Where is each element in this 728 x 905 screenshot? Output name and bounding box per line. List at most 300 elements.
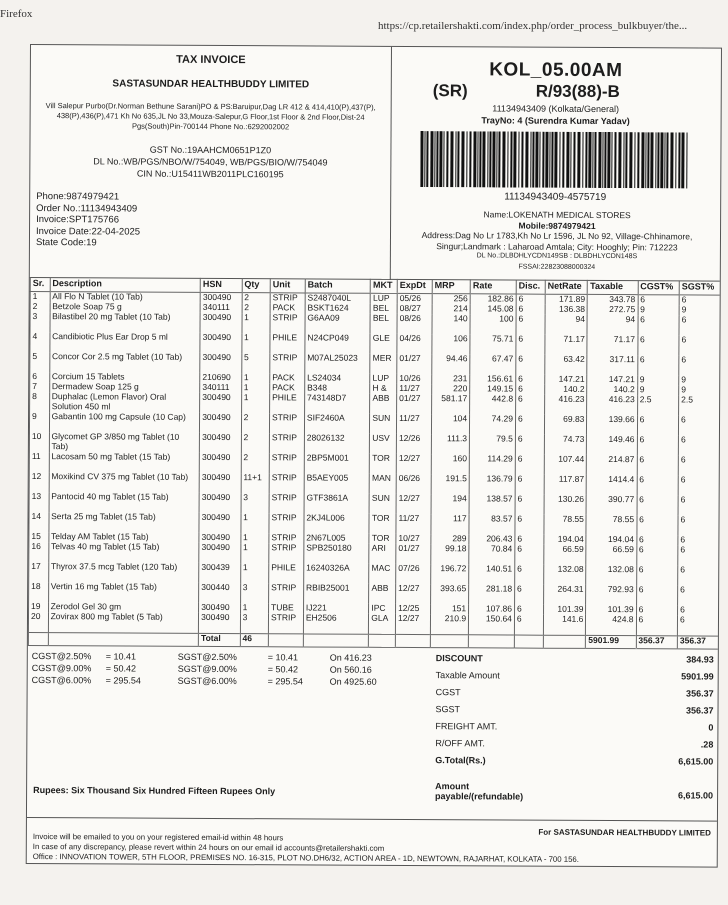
table-cell: 01/27 [397, 394, 432, 414]
table-cell: 6 [516, 355, 545, 375]
table-cell: 6 [678, 545, 719, 565]
table-cell: Gabantin 100 mg Capsule (10 Cap) [49, 412, 200, 433]
table-cell: 99.18 [431, 544, 469, 564]
table-cell: 1 [241, 393, 269, 413]
table-cell: 6 [678, 535, 719, 545]
table-cell: 6 [515, 395, 544, 415]
dispatch-block [390, 47, 721, 282]
table-cell: 210.9 [430, 614, 468, 635]
table-cell: N24CP049 [305, 333, 371, 353]
table-cell: 300440 [199, 583, 241, 603]
table-cell: 300490 [200, 433, 242, 453]
table-cell: 11/27 [397, 384, 432, 394]
tax-sgst-amt: = 295.54 [267, 676, 303, 687]
table-cell: Zovirax 800 mg Tablet (5 Tab) [48, 612, 199, 633]
table-cell: Telvas 40 mg Tablet (15 Tab) [48, 542, 199, 563]
column-header: NetRate [545, 280, 588, 295]
items-table [28, 277, 720, 650]
summary-value: 356.37 [685, 705, 714, 716]
seller-block [30, 45, 392, 280]
table-cell: 19 [29, 602, 49, 612]
summary-value: 384.93 [686, 654, 714, 665]
table-cell: ARI [369, 544, 396, 564]
dl-number: DL No.:WB/PGS/NBO/W/754049, WB/PGS/BIO/W/754049 [93, 156, 328, 168]
table-cell: 12/27 [395, 614, 430, 635]
table-cell: SPB250180 [304, 543, 370, 563]
table-cell: 6 [679, 355, 720, 375]
table-cell: ABB [369, 584, 396, 604]
table-cell: 6 [637, 475, 679, 495]
table-cell: 1 [240, 563, 268, 583]
table-cell: 79.5 [469, 434, 515, 454]
total-cell [268, 634, 303, 647]
table-cell: 1 [242, 313, 270, 333]
table-cell: 6 [636, 565, 678, 585]
table-cell: Lacosam 50 mg Tablet (15 Tab) [49, 452, 200, 473]
table-cell: 9 [679, 305, 720, 315]
table-cell: 140 [432, 314, 470, 334]
table-cell: STRIP [269, 583, 304, 603]
table-cell: 11/27 [396, 514, 431, 534]
column-header: SGST% [679, 280, 720, 295]
table-cell: STRIP [269, 413, 304, 433]
table-cell: 196.72 [431, 564, 469, 584]
table-cell: 6 [514, 605, 543, 615]
table-cell: 20 [28, 612, 48, 633]
table-cell: 66.59 [586, 545, 636, 565]
table-cell: 104 [431, 414, 469, 434]
table-cell: TOR [369, 534, 396, 544]
table-cell: EH2506 [303, 613, 369, 634]
table-cell: 6 [636, 585, 678, 605]
table-cell: 1 [240, 603, 268, 613]
table-cell: 9 [679, 375, 720, 385]
table-cell: 01/27 [397, 354, 432, 374]
table-cell: 6 [679, 335, 720, 355]
table-cell: All Flo N Tablet (10 Tab) [50, 292, 201, 303]
table-cell: 214 [432, 304, 470, 314]
tax-cgst: CGST@2.50% [31, 651, 92, 662]
table-cell: 442.8 [470, 394, 516, 414]
table-cell: 6 [638, 315, 680, 335]
table-cell: GLE [370, 334, 397, 354]
table-cell: 9 [29, 412, 49, 432]
table-cell: Glycomet GP 3/850 mg Tablet (10 Tab) [49, 432, 200, 453]
table-cell: 300439 [199, 563, 241, 583]
seller-registrations [30, 143, 390, 181]
table-cell: 393.65 [431, 584, 469, 604]
table-cell: 1414.4 [587, 475, 637, 495]
footer-line-1: Invoice will be emailed to you on your registered email-id within 48 hours [32, 832, 284, 843]
table-cell: 1 [30, 292, 50, 303]
footer-line-2: In case of any discrepancy, please revert within 24 hours on our email id accounts@retailershakti.com [32, 842, 385, 853]
column-header: Batch [305, 278, 371, 293]
table-cell: STRIP [269, 433, 304, 453]
table-cell: 6 [678, 435, 719, 455]
table-cell: 6 [637, 495, 679, 515]
table-cell: 6 [515, 535, 544, 545]
tax-sgst-amt: = 10.41 [267, 652, 299, 663]
table-cell: STRIP [269, 533, 304, 543]
table-cell: 05/26 [397, 293, 432, 304]
table-cell: 300490 [199, 603, 241, 613]
column-header: Rate [470, 279, 516, 294]
table-cell: Dermadew Soap 125 g [49, 382, 200, 393]
amount-in-words: Rupees: Six Thousand Six Hundred Fifteen Rupees Only [33, 785, 276, 797]
table-cell: 6 [516, 375, 545, 385]
table-cell: 136.38 [545, 305, 588, 315]
table-cell: 300490 [199, 533, 241, 543]
table-cell: 10/26 [397, 374, 432, 384]
table-cell: 6 [516, 335, 545, 355]
table-cell: 107.44 [544, 455, 587, 475]
summary-label: SGST [435, 704, 461, 715]
total-cell [430, 635, 468, 648]
table-cell: 416.23 [587, 395, 637, 415]
table-cell: 6 [677, 615, 718, 636]
tax-on: On 560.16 [329, 664, 372, 675]
table-cell: Zerodol Gel 30 gm [48, 602, 199, 613]
table-cell: PHILE [270, 333, 305, 353]
table-cell: STRIP [269, 493, 304, 513]
browser-label: Firefox [0, 8, 33, 20]
customer-dl: DL No.:DLBDHLYCDN149SB : DLBDHLYCDN148S [476, 252, 638, 261]
table-cell: 94 [545, 315, 588, 335]
table-cell: 94 [587, 315, 637, 335]
table-cell: S2487040L [305, 293, 370, 304]
table-cell: 3 [240, 583, 268, 603]
table-cell: SUN [369, 494, 396, 514]
table-cell: 6 [678, 475, 719, 495]
table-cell: 191.5 [431, 474, 469, 494]
table-cell: 6 [516, 294, 545, 305]
summary-label: DISCOUNT [435, 653, 483, 664]
table-cell: 1 [240, 533, 268, 543]
summary-label: CGST [435, 687, 461, 698]
table-cell: 12/26 [396, 434, 431, 454]
column-header: CGST% [638, 280, 680, 295]
dispatch-sr: (SR) [432, 81, 468, 101]
table-cell: 1 [241, 373, 269, 383]
table-cell: 2 [241, 453, 269, 473]
column-header: MKT [371, 279, 398, 294]
table-cell: 300490 [200, 333, 242, 353]
table-cell: 231 [432, 374, 470, 384]
table-cell: 2 [241, 413, 269, 433]
total-cell: Total [199, 633, 241, 646]
table-cell: 5 [30, 352, 50, 372]
table-cell: 106 [432, 334, 470, 354]
total-cell [28, 632, 48, 645]
table-cell: 182.86 [470, 294, 516, 305]
barcode-number: 11134943409-4575719 [504, 191, 607, 204]
customer-fssai: FSSAI:22823088000324 [518, 263, 596, 271]
table-cell: H & [370, 384, 397, 394]
table-cell: 63.42 [545, 355, 588, 375]
table-cell: Vertin 16 mg Tablet (15 Tab) [48, 582, 199, 603]
table-cell: 06/26 [396, 474, 431, 494]
table-cell: 1 [241, 513, 269, 533]
table-cell: 6 [637, 335, 679, 355]
invoice-sheet [26, 44, 722, 868]
total-cell [543, 635, 586, 648]
table-cell: 12 [29, 472, 49, 492]
table-cell: 300490 [200, 413, 242, 433]
table-cell: 136.79 [469, 474, 515, 494]
table-cell: 71.17 [545, 335, 588, 355]
table-cell: 11/27 [396, 414, 431, 434]
table-cell: 6 [637, 355, 679, 375]
table-cell: 3 [240, 613, 268, 634]
table-cell: 6 [515, 545, 544, 565]
table-cell: 6 [678, 515, 719, 535]
table-cell: 340111 [200, 383, 242, 393]
summary-value: 356.37 [686, 688, 714, 699]
gst-number: GST No.:19AAHCM0651P1Z0 [149, 144, 272, 156]
table-cell: STRIP [270, 313, 305, 333]
seller-name: SASTASUNDAR HEALTHBUDDY LIMITED [112, 78, 310, 91]
table-cell: 114.29 [469, 454, 515, 474]
table-cell: 4 [30, 332, 50, 352]
tax-on: On 416.23 [329, 652, 372, 663]
table-cell: 194.04 [544, 535, 587, 545]
column-header: ExpDt [397, 279, 432, 294]
table-cell: 74.73 [544, 435, 587, 455]
table-cell: Betzole Soap 75 g [50, 302, 201, 313]
payable-value: 6,615.00 [678, 790, 714, 801]
table-cell: 6 [679, 295, 720, 306]
seller-address: Vill Salepur Purbo(Dr.Norman Bethune Sarani)PO & PS:Baruipur,Dag LR 412 & 414,410(P),437(P), 438(P),436(P),471 Kh No 635,JL No 33,Mouza-Salepur,G Floor,1st Floor & 2nd Floor,Dist-24 Pgs(South)Pin-700144 Phone No.:6292002002 [45, 101, 376, 132]
table-cell: 151 [430, 604, 468, 614]
table-cell: 75.71 [470, 334, 516, 354]
table-cell: 04/26 [397, 334, 432, 354]
total-cell [468, 635, 514, 648]
table-cell: 18 [29, 582, 49, 602]
table-cell: 160 [431, 454, 469, 474]
table-cell: STRIP [270, 293, 305, 304]
table-cell: 74.29 [470, 414, 516, 434]
tax-sgst: SGST@6.00% [177, 675, 237, 687]
totals-block [27, 645, 718, 822]
total-cell [395, 634, 430, 647]
table-cell: 6 [678, 605, 719, 615]
table-cell: 101.39 [543, 605, 586, 615]
table-cell: 83.57 [469, 514, 515, 534]
table-cell: 150.64 [469, 614, 515, 635]
table-cell: 300490 [199, 613, 241, 634]
table-cell: 343.78 [588, 294, 638, 305]
table-cell: 66.59 [544, 545, 587, 565]
table-cell: 581.17 [432, 394, 470, 414]
table-cell: 300490 [200, 292, 242, 303]
table-cell: 78.55 [544, 515, 587, 535]
column-header: HSN [200, 278, 242, 293]
table-cell: 149.46 [587, 435, 637, 455]
customer-mobile: Mobile:9874979421 [518, 220, 596, 231]
summary-value: 5901.99 [681, 671, 714, 682]
table-cell: 67.47 [470, 354, 516, 374]
table-cell: 11 [29, 452, 49, 472]
table-cell: 6 [515, 415, 544, 435]
table-cell: 17 [29, 562, 49, 582]
barcode [420, 131, 690, 188]
table-cell: 13 [29, 492, 49, 512]
table-cell: 14 [29, 512, 49, 532]
table-cell: IJ221 [303, 603, 368, 613]
table-cell: STRIP [270, 353, 305, 373]
tax-sgst: SGST@9.00% [177, 663, 237, 675]
table-cell: Candibiotic Plus Ear Drop 5 ml [50, 332, 201, 353]
table-cell: MER [370, 354, 397, 374]
table-cell: TUBE [268, 603, 303, 613]
table-cell: 743148D7 [304, 393, 370, 413]
table-cell: 281.18 [469, 584, 515, 604]
table-cell: SIF2460A [304, 413, 370, 433]
summary-value: 0 [708, 722, 714, 733]
table-cell: 6 [637, 435, 679, 455]
table-cell: 6 [638, 295, 680, 306]
customer-address: Address:Dag No Lr 1783,Kh No Lr 1596, JL No 92, Village-Chhinamore, Singur;Landmark : Laharoad Amtala; City: Hooghly; Pin: 712223 [421, 230, 693, 252]
total-cell [303, 634, 369, 647]
table-cell: 6 [678, 415, 719, 435]
table-cell: PACK [270, 383, 305, 393]
table-cell: 6 [515, 435, 544, 455]
table-cell: GTF3861A [304, 493, 370, 513]
table-cell: 9 [638, 305, 680, 315]
table-cell: Serta 25 mg Tablet (15 Tab) [49, 512, 200, 533]
table-cell: TOR [369, 514, 396, 534]
table-cell: 100 [470, 314, 516, 334]
table-cell: 94.46 [432, 354, 470, 374]
summary-label: R/OFF AMT. [435, 738, 485, 749]
payable-label-line1: Amount [435, 781, 470, 792]
footer-line-3: Office : INNOVATION TOWER, 5TH FLOOR, PREMISES NO. 16-315, PLOT NO.DH6/32, ACTION AREA - 1D, NEWTOWN, RAJARHAT, KOLKATA - 700 156. [32, 852, 579, 864]
tax-cgst: CGST@6.00% [31, 675, 92, 686]
table-cell: 194.04 [586, 535, 636, 545]
table-cell: 300490 [199, 543, 241, 563]
tax-cgst-amt: = 10.41 [105, 651, 137, 662]
dispatch-slot: KOL_05.00AM [489, 59, 623, 82]
table-cell: 416.23 [544, 395, 587, 415]
table-cell: ABB [370, 394, 397, 414]
table-cell: Duphalac (Lemon Flavor) Oral Solution 450 ml [49, 392, 200, 413]
payable-label [435, 781, 523, 801]
tray-number: TrayNo: 4 (Surendra Kumar Yadav) [481, 115, 630, 127]
table-cell: Pantocid 40 mg Tablet (15 Tab) [49, 492, 200, 513]
table-cell: 107.86 [469, 604, 515, 614]
table-cell: 3 [241, 493, 269, 513]
tax-sgst: SGST@2.50% [177, 651, 237, 663]
summary-label: Taxable Amount [435, 670, 500, 681]
table-cell: 264.31 [543, 585, 586, 605]
table-cell: Bilastibel 20 mg Tablet (10 Tab) [50, 312, 201, 333]
table-cell: 6 [516, 315, 545, 335]
table-cell: 8 [30, 392, 50, 412]
table-cell: 140.2 [545, 385, 588, 395]
table-cell: 11+1 [241, 473, 269, 493]
table-cell: 171.89 [545, 294, 588, 305]
table-cell: M07AL25023 [305, 353, 371, 373]
table-cell: 390.77 [586, 495, 636, 515]
table-cell: 6 [516, 385, 545, 395]
table-cell: STRIP [269, 513, 304, 533]
table-cell: 6 [678, 585, 719, 605]
invoice-number: Invoice:SPT175766 [36, 214, 120, 226]
table-cell: 6 [636, 615, 678, 636]
tax-cgst-amt: = 295.54 [105, 675, 141, 686]
table-cell: MAN [369, 474, 396, 494]
table-cell: 6 [678, 565, 719, 585]
table-cell: 140.51 [469, 564, 515, 584]
table-cell: 149.15 [470, 384, 516, 394]
table-cell: 2 [242, 293, 270, 304]
table-cell: 6 [678, 455, 719, 475]
order-number: Order No.:11134943409 [36, 202, 138, 215]
table-cell: 147.21 [545, 375, 588, 385]
tax-cgst: CGST@9.00% [31, 663, 92, 674]
table-cell: 130.26 [544, 495, 587, 515]
table-cell: 424.8 [586, 615, 636, 636]
signature-line: For SASTASUNDAR HEALTHBUDDY LIMITED [538, 827, 711, 838]
table-cell: Thyrox 37.5 mcg Tablet (120 Tab) [48, 562, 199, 583]
table-cell: 2 [30, 302, 50, 312]
table-cell: 2 [242, 303, 270, 313]
tax-sgst-amt: = 50.42 [267, 664, 299, 675]
table-cell: 101.39 [586, 605, 636, 615]
column-header: Unit [270, 278, 305, 293]
table-cell: 206.43 [469, 534, 515, 544]
table-cell: RBIB25001 [303, 583, 369, 603]
table-cell: 9 [637, 385, 679, 395]
table-cell: 9 [637, 375, 679, 385]
table-cell: 6 [515, 455, 544, 475]
table-cell: 792.93 [586, 585, 636, 605]
table-cell: 08/27 [397, 304, 432, 314]
table-cell: 9 [679, 385, 720, 395]
tax-on: On 4925.60 [329, 676, 377, 687]
table-cell: 111.3 [431, 434, 469, 454]
table-cell: 1 [241, 383, 269, 393]
table-cell: 69.83 [544, 415, 587, 435]
table-cell: 2N67L005 [304, 533, 369, 543]
table-cell: 6 [637, 415, 679, 435]
table-cell: 194 [431, 494, 469, 514]
table-cell: 6 [637, 455, 679, 475]
table-cell: 10 [29, 432, 49, 452]
table-cell: STRIP [269, 453, 304, 473]
table-cell: 6 [636, 605, 678, 615]
table-cell: 1 [240, 543, 268, 563]
table-cell: 300490 [200, 393, 242, 413]
table-cell: 6 [636, 515, 678, 535]
table-cell: PHILE [270, 393, 305, 413]
table-cell: 7 [30, 382, 50, 392]
table-cell: 08/26 [397, 314, 432, 334]
table-cell: 141.6 [543, 615, 586, 636]
invoice-title: TAX INVOICE [176, 53, 246, 67]
table-cell: 140.2 [587, 385, 637, 395]
table-cell: 132.08 [586, 565, 636, 585]
table-cell: STRIP [269, 473, 304, 493]
table-cell: TOR [370, 454, 397, 474]
table-cell: 15 [29, 532, 49, 542]
table-cell: 6 [636, 535, 678, 545]
cin-number: CIN No.:U15411WB2011PLC160195 [136, 168, 284, 180]
table-cell: 71.17 [587, 335, 637, 355]
table-cell: 16 [29, 542, 49, 562]
table-cell: 6 [678, 495, 719, 515]
table-cell: 300490 [199, 473, 241, 493]
